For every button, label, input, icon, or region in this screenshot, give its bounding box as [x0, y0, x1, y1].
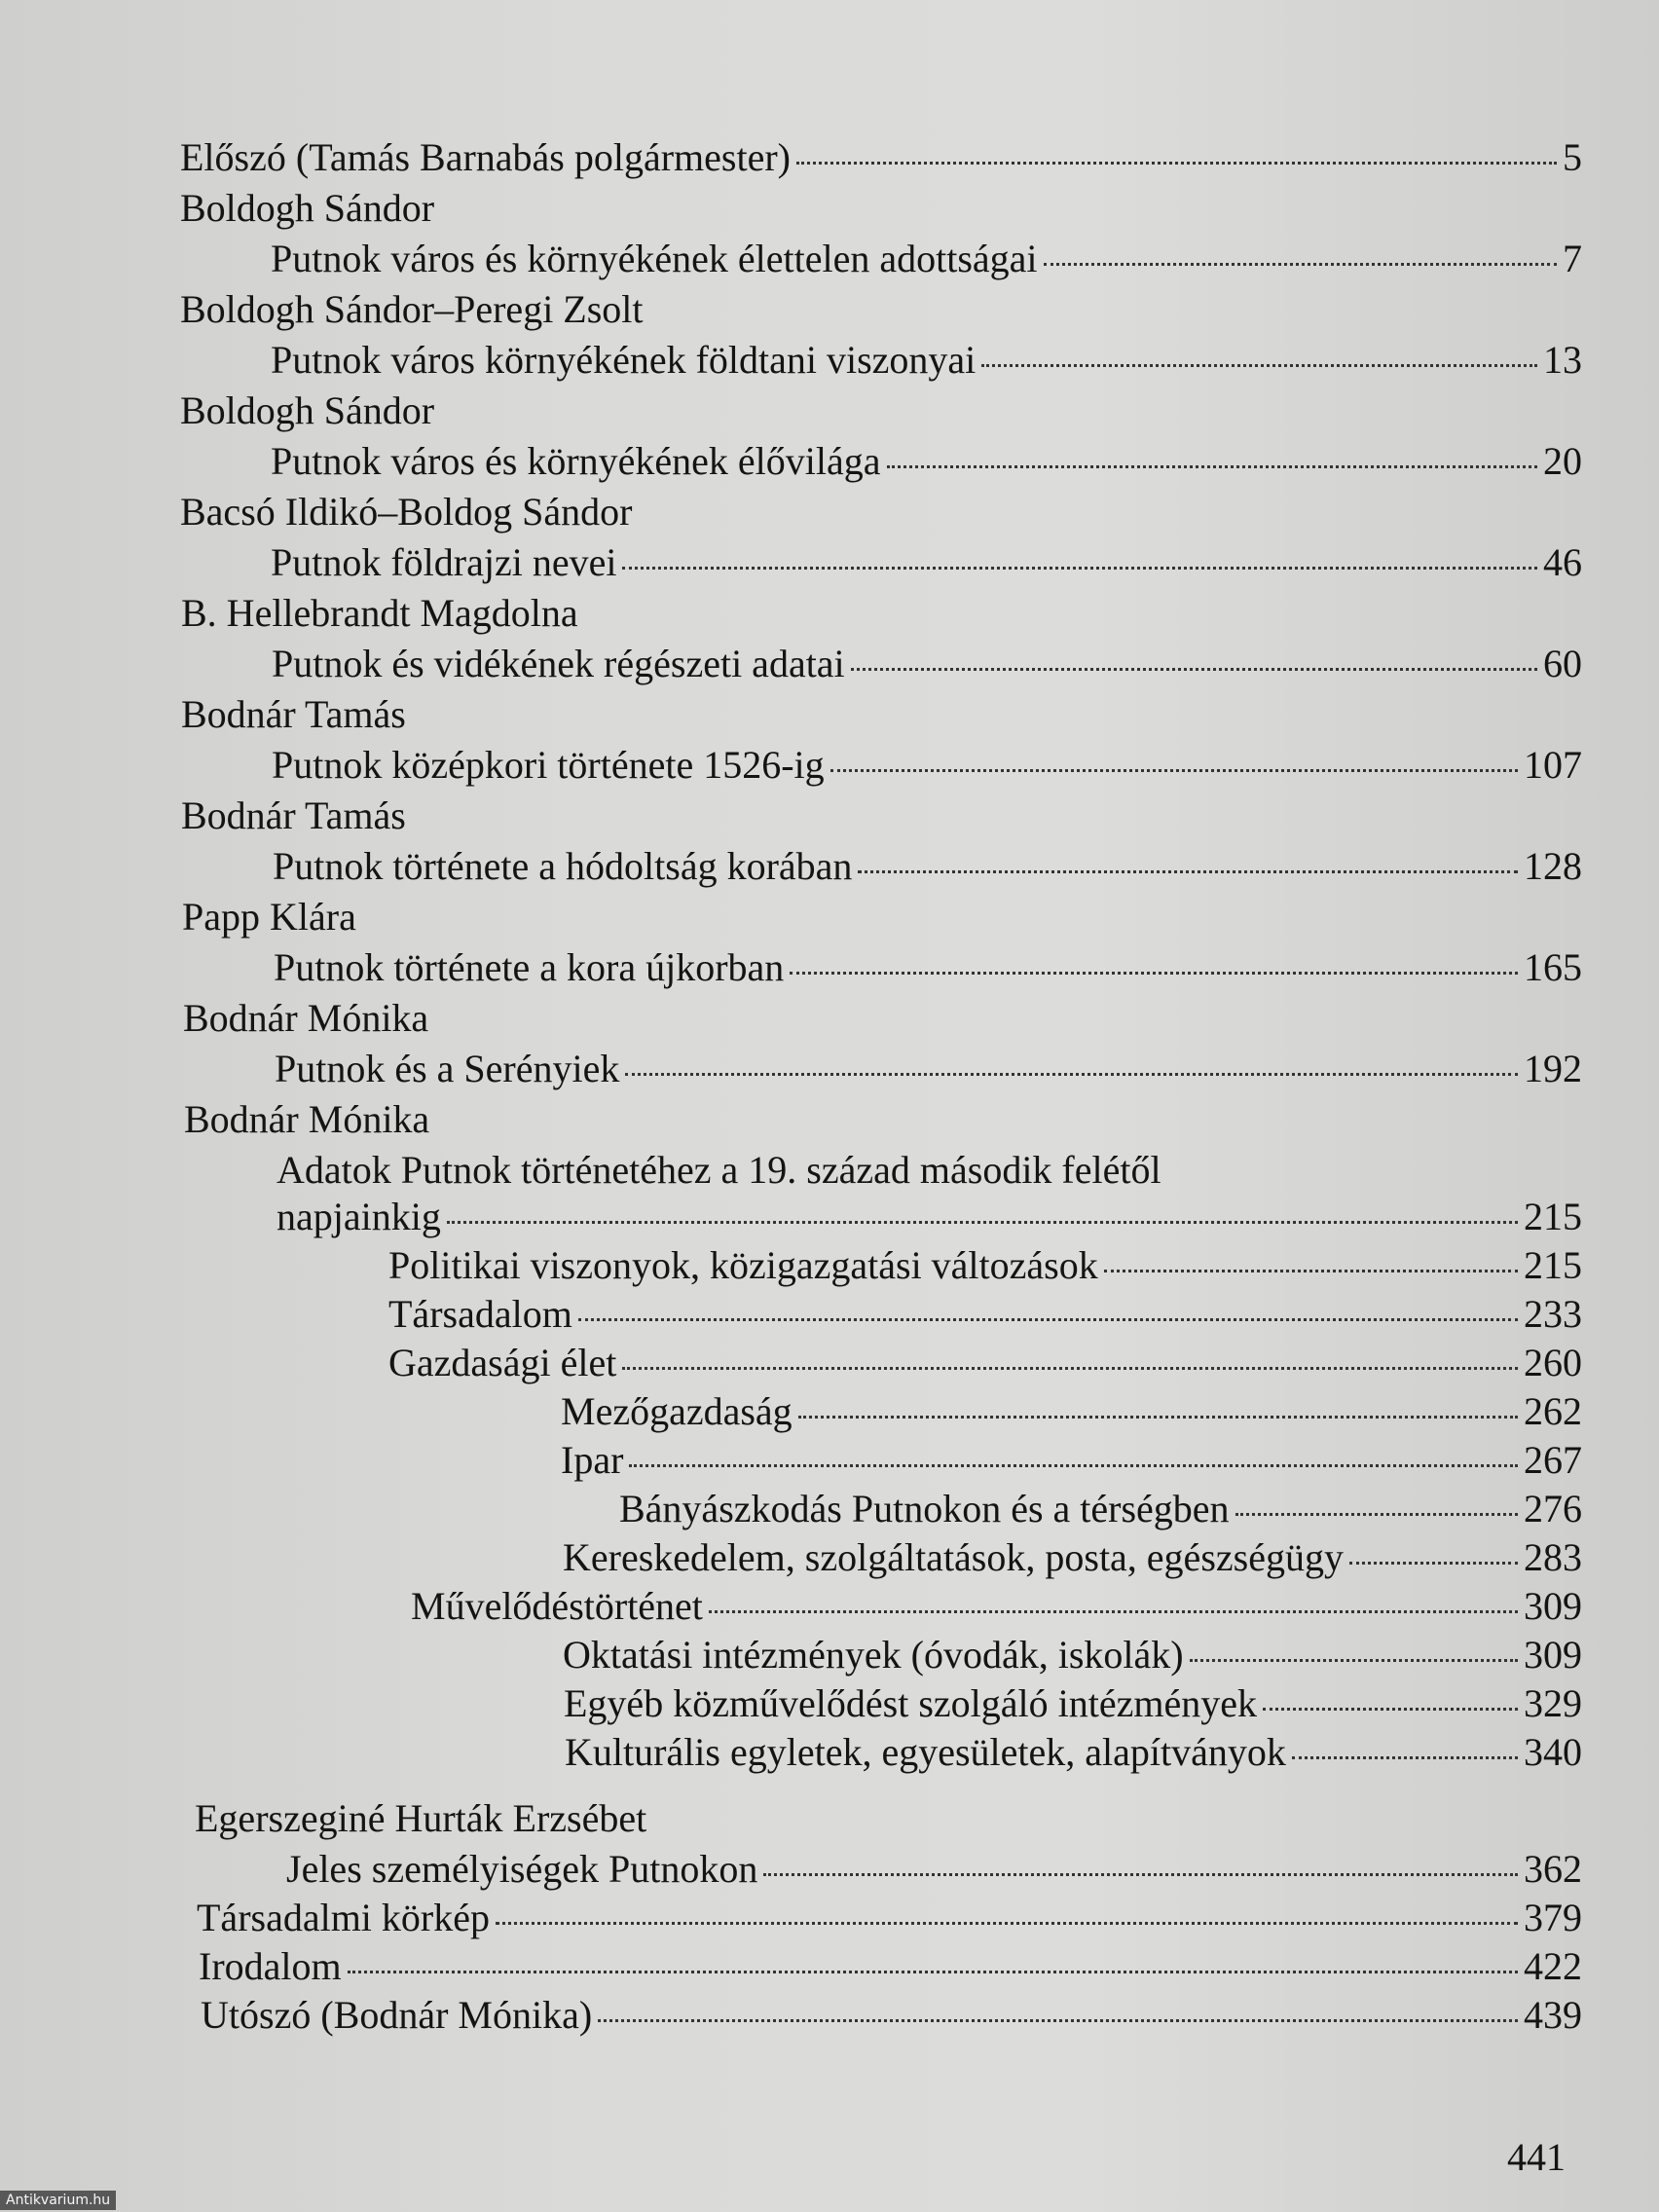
toc-entry: [271, 539, 1582, 586]
toc-author: [181, 590, 578, 637]
toc-author-name: Bodnár Tamás: [181, 692, 406, 736]
dot-leader: [796, 162, 1557, 165]
page-number: 441: [1507, 2135, 1566, 2179]
dot-leader: [598, 2019, 1518, 2022]
toc-subentry: [411, 1583, 1582, 1630]
toc-author-name: Boldogh Sándor–Peregi Zsolt: [180, 287, 644, 331]
toc-entry-title: Ipar: [561, 1438, 624, 1482]
toc-entry-page: 165: [1524, 945, 1582, 989]
toc-entry-page: 439: [1524, 1993, 1582, 2037]
toc-entry-page: 276: [1524, 1487, 1582, 1530]
dot-leader: [1235, 1513, 1518, 1516]
toc-subentry: [563, 1632, 1582, 1678]
dot-leader: [1292, 1756, 1518, 1759]
toc-entry-title: Politikai viszonyok, közigazgatási változások: [388, 1243, 1098, 1287]
dot-leader: [348, 1971, 1518, 1973]
toc-entry-page: 309: [1524, 1584, 1582, 1628]
toc-entry: [275, 1046, 1582, 1092]
toc-author-name: Papp Klára: [182, 895, 356, 939]
toc-author: [180, 185, 434, 232]
dot-leader: [622, 567, 1537, 570]
toc-subentry: [619, 1486, 1582, 1532]
dot-leader: [1190, 1659, 1518, 1662]
dot-leader: [851, 668, 1537, 671]
toc-entry-title: Putnok története a kora újkorban: [274, 945, 785, 989]
toc-entry-page: 233: [1524, 1292, 1582, 1336]
toc-entry: [272, 641, 1582, 687]
toc-entry-title: Kereskedelem, szolgáltatások, posta, egészségügy: [563, 1535, 1344, 1579]
dot-leader: [1044, 263, 1557, 266]
dot-leader: [622, 1367, 1518, 1370]
dot-leader: [858, 870, 1518, 873]
dot-leader: [981, 364, 1537, 367]
toc-author-name: Bodnár Tamás: [181, 793, 406, 837]
toc-entry: [197, 1895, 1582, 1941]
toc-entry-page: 309: [1524, 1633, 1582, 1677]
toc-entry-title: Irodalom: [199, 1944, 342, 1988]
dot-leader: [1349, 1562, 1518, 1565]
toc-author: [180, 489, 632, 535]
toc-author: [181, 793, 406, 839]
toc-entry-title: Putnok földrajzi nevei: [271, 540, 617, 584]
toc-subentry: [561, 1437, 1582, 1484]
toc-subentry: [564, 1680, 1582, 1727]
toc-entry-title: Mezőgazdaság: [561, 1389, 793, 1433]
toc-subentry: [563, 1534, 1582, 1581]
toc-entry-page: 192: [1524, 1047, 1582, 1090]
dot-leader: [1263, 1708, 1518, 1711]
dot-leader: [1104, 1270, 1518, 1272]
dot-leader: [625, 1073, 1518, 1076]
toc-entry-title: Bányászkodás Putnokon és a térségben: [619, 1487, 1230, 1530]
dot-leader: [830, 769, 1518, 772]
toc-author: [184, 1096, 429, 1143]
toc-author-name: Bodnár Mónika: [183, 996, 429, 1040]
toc-author-name: Egerszeginé Hurták Erzsébet: [195, 1796, 647, 1840]
toc-entry-title: Gazdasági élet: [388, 1341, 617, 1384]
watermark: Antikvarium.hu: [0, 2191, 116, 2210]
toc-author-name: Boldogh Sándor: [180, 186, 435, 230]
toc-entry: [276, 1194, 1582, 1240]
toc-entry: [274, 944, 1582, 991]
toc-subentry: [388, 1340, 1582, 1386]
toc-entry-page: 215: [1524, 1195, 1582, 1238]
toc-entry-title: Putnok város környékének földtani viszonyai: [271, 338, 977, 382]
toc-entry-page: 362: [1524, 1847, 1582, 1891]
toc-entry-title: Jeles személyiségek Putnokon: [286, 1847, 758, 1891]
toc-entry-title: Putnok és vidékének régészeti adatai: [272, 642, 845, 685]
toc-entry-title: Putnok város és környékének élővilága: [271, 439, 881, 483]
toc-entry: [272, 742, 1582, 789]
dot-leader: [578, 1318, 1518, 1321]
toc-entry-page: 60: [1543, 642, 1582, 685]
toc-entry-page: 215: [1524, 1243, 1582, 1287]
toc-author: [180, 387, 434, 434]
toc-entry-page: 329: [1524, 1681, 1582, 1725]
toc-entry-page: 128: [1524, 844, 1582, 888]
toc-entry-title: Egyéb közművelődést szolgáló intézmények: [564, 1681, 1258, 1725]
toc-entry: [271, 236, 1582, 282]
toc-entry: [271, 337, 1582, 384]
toc-author-name: Bacsó Ildikó–Boldog Sándor: [180, 490, 633, 534]
toc-entry-title: Kulturális egyletek, egyesületek, alapítványok: [565, 1730, 1286, 1774]
toc-entry-title: Társadalom: [388, 1292, 572, 1336]
toc-entry-title: Adatok Putnok történetéhez a 19. század második felétől: [276, 1148, 1161, 1192]
toc-subentry: [565, 1729, 1582, 1776]
toc-author-name: Bodnár Mónika: [184, 1097, 430, 1141]
dot-leader: [887, 465, 1537, 468]
toc-entry-title: Művelődéstörténet: [411, 1584, 703, 1628]
toc-entry-title: Putnok középkori története 1526-ig: [272, 743, 825, 787]
toc-entry-page: 13: [1543, 338, 1582, 382]
dot-leader: [790, 972, 1518, 975]
toc-entry-title: Előszó (Tamás Barnabás polgármester): [180, 135, 791, 179]
toc-entry: [286, 1846, 1582, 1893]
toc-entry-foreword: [180, 134, 1582, 181]
toc-entry: [271, 438, 1582, 485]
toc-entry: [199, 1943, 1582, 1990]
toc-subentry: [388, 1291, 1582, 1338]
toc-author-name: B. Hellebrandt Magdolna: [181, 591, 578, 635]
toc-author-name: Boldogh Sándor: [180, 388, 435, 432]
dot-leader: [798, 1416, 1518, 1419]
toc-author: [183, 995, 428, 1042]
toc-entry-title: Társadalmi körkép: [197, 1896, 490, 1939]
toc-entry-page: 379: [1524, 1896, 1582, 1939]
toc-author: [181, 691, 406, 738]
toc-entry-title: Utószó (Bodnár Mónika): [201, 1993, 593, 2037]
toc-entry-title: Oktatási intézmények (óvodák, iskolák): [563, 1633, 1184, 1677]
toc-entry-title: Putnok város és környékének élettelen adottságai: [271, 237, 1038, 280]
toc-entry-page: 107: [1524, 743, 1582, 787]
toc-entry-page: 260: [1524, 1341, 1582, 1384]
toc-entry-page: 283: [1524, 1535, 1582, 1579]
toc-subentry: [388, 1242, 1582, 1289]
dot-leader: [496, 1922, 1518, 1925]
toc-author: [182, 894, 356, 940]
dot-leader: [763, 1873, 1518, 1876]
toc-entry-page: 20: [1543, 439, 1582, 483]
toc-subentry: [561, 1388, 1582, 1435]
toc-entry: [201, 1992, 1582, 2039]
toc-entry-page: 262: [1524, 1389, 1582, 1433]
toc-entry-page: 7: [1563, 237, 1582, 280]
toc-entry-page: 267: [1524, 1438, 1582, 1482]
toc-entry-page: 422: [1524, 1944, 1582, 1988]
toc-entry-title: Putnok és a Serényiek: [275, 1047, 620, 1090]
toc-entry-page: 5: [1563, 135, 1582, 179]
toc-entry-title: Putnok története a hódoltság korában: [273, 844, 853, 888]
dot-leader: [709, 1610, 1518, 1613]
toc-entry-page: 46: [1543, 540, 1582, 584]
dot-leader: [629, 1464, 1518, 1467]
toc-author: [180, 286, 644, 333]
toc-entry-heading: [276, 1147, 1161, 1194]
toc-author: [195, 1795, 646, 1842]
toc-entry-title: napjainkig: [276, 1195, 441, 1238]
toc-entry: [273, 843, 1582, 890]
toc-entry-page: 340: [1524, 1730, 1582, 1774]
dot-leader: [447, 1221, 1518, 1224]
